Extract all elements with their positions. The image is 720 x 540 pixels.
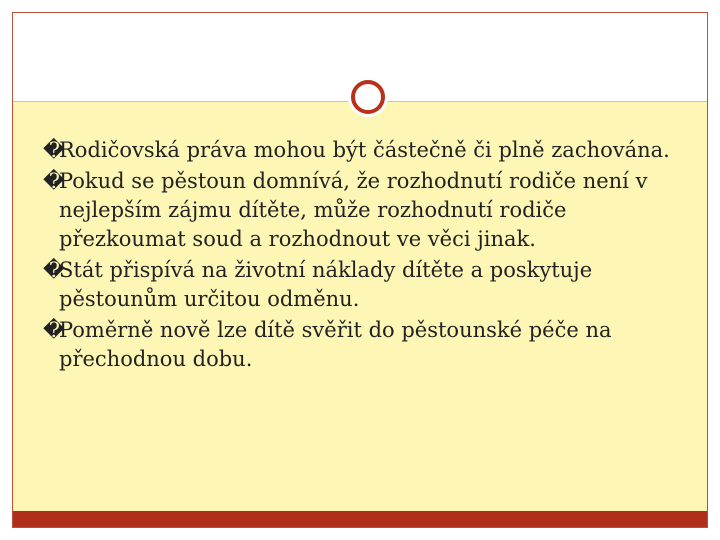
bullet-text: Pokud se pěstoun domnívá, že rozhodnutí rodiče není v nejlepším zájmu dítěte, může rozhodnutí rodiče přezkoumat soud a rozhodnout ve věci jinak. [59, 169, 648, 251]
divider-circle-ornament [351, 80, 385, 114]
bullet-marker-icon: � [43, 318, 65, 342]
bullet-text: Rodičovská práva mohou být částečně či plně zachována. [59, 138, 670, 162]
bottom-accent-bar [13, 511, 707, 527]
bullet-marker-icon: � [43, 138, 65, 162]
content-area [13, 101, 707, 512]
bullet-item [43, 316, 693, 374]
slide-frame [12, 12, 708, 528]
bullet-marker-icon: � [43, 258, 65, 282]
bullet-marker-icon: � [43, 169, 65, 193]
bullet-text: Stát přispívá na životní náklady dítěte a poskytuje pěstounům určitou odměnu. [59, 258, 593, 311]
bullet-list [43, 136, 693, 376]
bullet-text: Poměrně nově lze dítě svěřit do pěstounské péče na přechodnou dobu. [59, 318, 612, 371]
bullet-item [43, 256, 693, 314]
bullet-item [43, 136, 693, 165]
bullet-item [43, 167, 693, 254]
